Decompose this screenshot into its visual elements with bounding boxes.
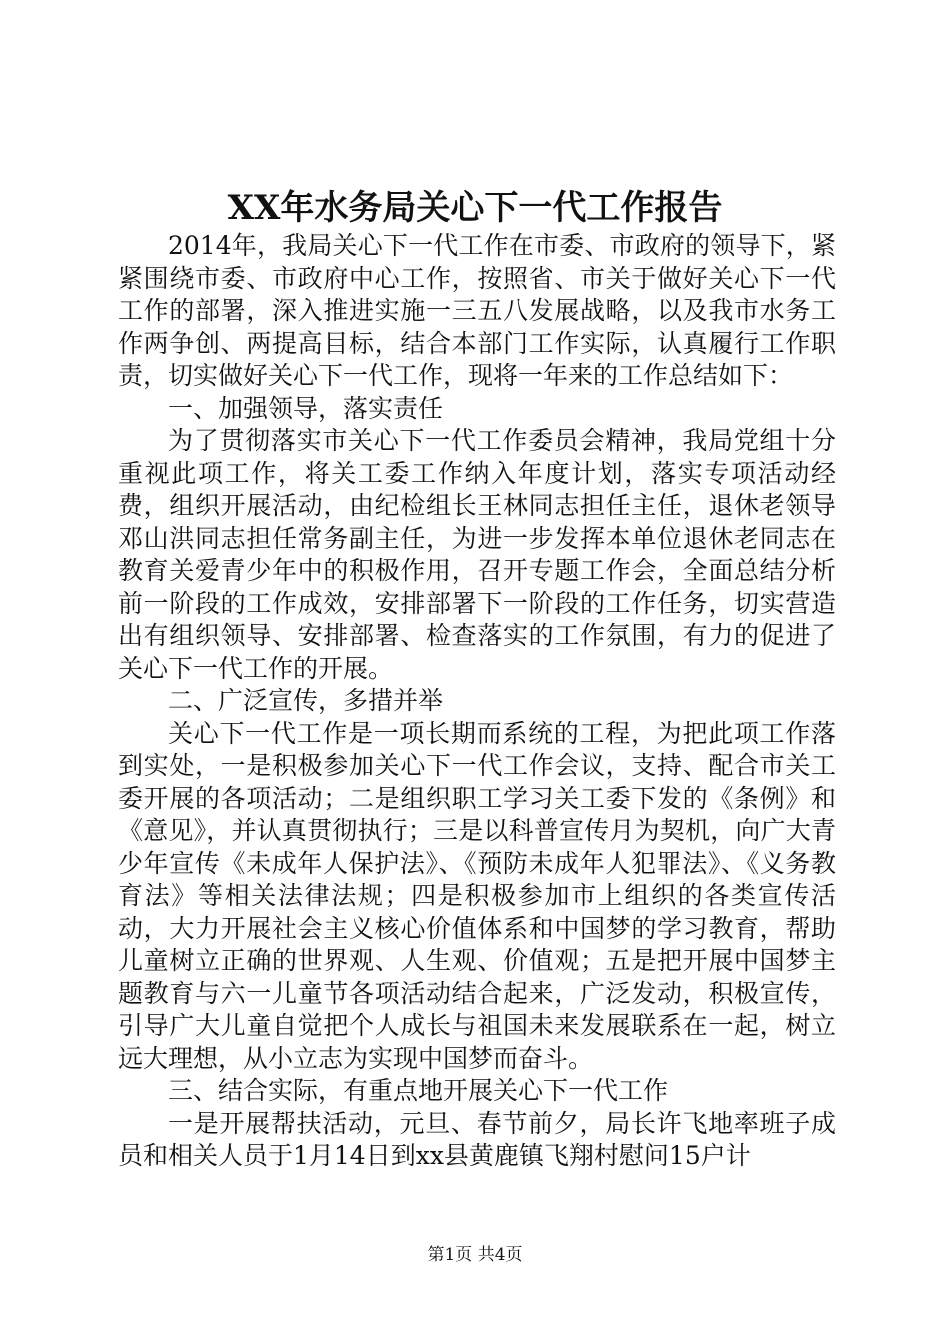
- section-3-paragraph: 一是开展帮扶活动，元旦、春节前夕，局长许飞地率班子成员和相关人员于1月14日到xx县黄鹿镇飞翔村慰问15户计: [118, 1108, 836, 1170]
- section-heading-1: 一、加强领导，落实责任: [168, 393, 444, 423]
- page-footer: 第1页 共4页: [427, 1245, 523, 1265]
- document-title: XX年水务局关心下一代工作报告: [227, 188, 723, 228]
- section-heading-3: 三、结合实际，有重点地开展关心下一代工作: [168, 1076, 669, 1105]
- document-body: [118, 230, 836, 1173]
- section-2-paragraph: 关心下一代工作是一项长期而系统的工程，为把此项工作落到实处，一是积极参加关心下一代工作会议，支持、配合市关工委开展的各项活动；二是组织职工学习关工委下发的《条例》和《意见》，并认真贯彻执行；三是以科普宣传月为契机，向广大青少年宣传《未成年人保护法》、《预防未成年人犯罪法》、《义务教育法》等相关法律法规；四是积极参加市上组织的各类宣传活动，大力开展社会主义核心价值体系和中国梦的学习教育，帮助儿童树立正确的世界观、人生观、价值观；五是把开展中国梦主题教育与六一儿童节各项活动结合起来，广泛发动，积极宣传，引导广大儿童自觉把个人成长与祖国未来发展联系在一起，树立远大理想，从小立志为实现中国梦而奋斗。: [118, 718, 836, 1073]
- section-heading-2: 二、广泛宣传，多措并举: [168, 686, 444, 715]
- intro-paragraph: 2014年，我局关心下一代工作在市委、市政府的领导下，紧紧围绕市委、市政府中心工作，按照省、市关于做好关心下一代工作的部署，深入推进实施一三五八发展战略，以及我市水务工作两争创、两提高目标，结合本部门工作实际，认真履行工作职责，切实做好关心下一代工作，现将一年来的工作总结如下：: [118, 231, 836, 390]
- section-1-paragraph: 为了贯彻落实市关心下一代工作委员会精神，我局党组十分重视此项工作，将关工委工作纳入年度计划，落实专项活动经费，组织开展活动，由纪检组长王林同志担任主任，退休老领导邓山洪同志担任常务副主任，为进一步发挥本单位退休老同志在教育关爱青少年中的积极作用，召开专题工作会，全面总结分析前一阶段的工作成效，安排部署下一阶段的工作任务，切实营造出有组织领导、安排部署、检查落实的工作氛围，有力的促进了关心下一代工作的开展。: [118, 426, 836, 683]
